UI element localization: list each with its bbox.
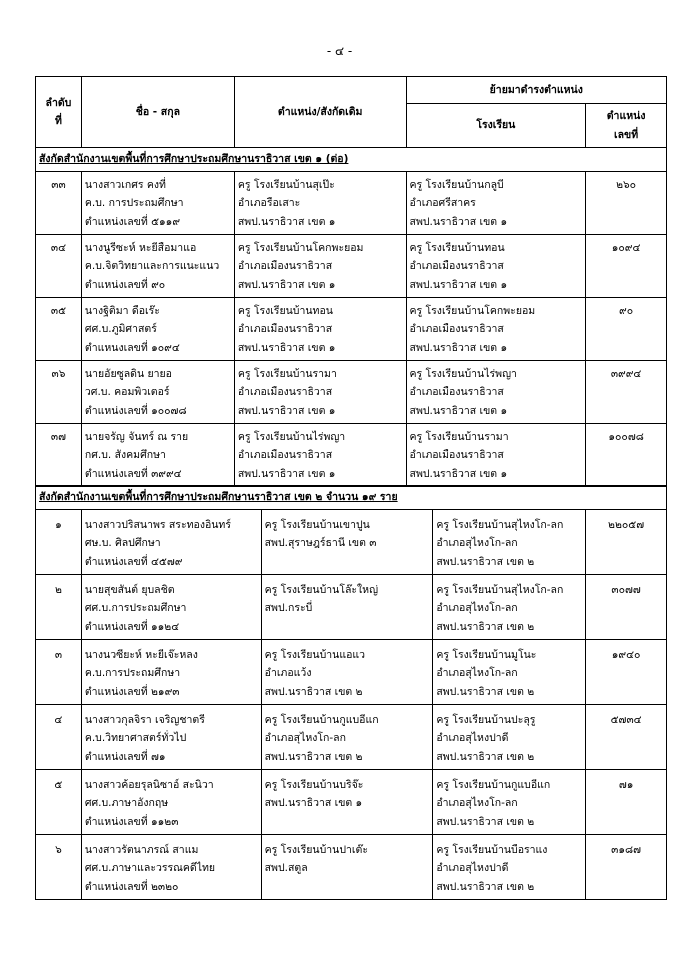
new-school-cell <box>406 171 586 234</box>
cell-line: ครู โรงเรียนบ้านกูแบอีแก <box>264 713 379 726</box>
new-school-cell <box>433 834 586 899</box>
cell-line: ศศ.บ.ภาษาอังกฤษ <box>84 797 169 809</box>
cell-line: ครู โรงเรียนบ้านไร่พญา <box>237 430 346 443</box>
cell-line: นางนูรีซะห์ หะยีสือมาแอ <box>84 241 197 254</box>
cell-line: ครู โรงเรียนบ้านโคกพะยอม <box>237 241 364 254</box>
table-row <box>36 509 667 574</box>
cell-line: สพป.นราธิวาส เขต ๑ <box>409 467 508 480</box>
old-position-cell <box>234 423 406 486</box>
cell-line: ครู โรงเรียนบ้านสุไหงโก-ลก <box>436 583 564 596</box>
position-number-cell: ๑๙๔๐ <box>586 639 667 704</box>
name-cell <box>81 509 261 574</box>
cell-line: สพป.นราธิวาส เขต ๑ <box>409 404 508 417</box>
cell-line: อำเภอสุไหงโก-ลก <box>436 797 518 809</box>
cell-line: สพป.นราธิวาส เขต ๑ <box>237 215 336 228</box>
cell-line: อำเภอแว้ง <box>264 667 312 679</box>
cell-line: อำเภอเมืองนราธิวาส <box>237 386 333 398</box>
table-row <box>36 704 667 769</box>
cell-line: ครู โรงเรียนบ้านมูโนะ <box>436 648 537 661</box>
row-number: ๓๗ <box>36 423 82 486</box>
transfer-table-district-1 <box>35 76 667 487</box>
position-number-cell: ๗๑ <box>586 769 667 834</box>
table-row <box>36 360 667 423</box>
cell-line: อำเภอเมืองนราธิวาส <box>409 323 504 335</box>
position-number-cell: ๒๒๐๕๗ <box>586 509 667 574</box>
cell-line: ครู โรงเรียนบ้านโคกพะยอม <box>409 304 536 317</box>
cell-line: สพป.นราธิวาส เขต ๒ <box>436 620 535 633</box>
old-position-cell <box>261 509 433 574</box>
new-school-cell <box>433 574 586 639</box>
cell-line: ค.บ. การประถมศึกษา <box>84 197 184 209</box>
cell-line: ศศ.บ.ภาษาและวรรณคดีไทย <box>84 862 216 874</box>
name-cell <box>81 704 261 769</box>
table-row <box>36 834 667 899</box>
cell-line: สพป.สุราษฎร์ธานี เขต ๓ <box>264 537 377 549</box>
page-number: - ๔ - <box>326 44 353 58</box>
cell-line: ตำแหน่งเลขที่ ๔๕๗๙ <box>84 555 183 568</box>
cell-line: อำเภอเมืองนราธิวาส <box>237 260 333 272</box>
cell-line: ครู โรงเรียนบ้านทอน <box>237 304 333 317</box>
position-number-cell: ๓๙๙๔ <box>586 360 667 423</box>
row-number: ๖ <box>36 834 82 899</box>
header-position-number: ตำแหน่ง เลขที่ <box>586 104 667 148</box>
cell-line: สพป.นราธิวาส เขต ๒ <box>436 555 535 568</box>
table-row <box>36 423 667 486</box>
cell-line: ครู โรงเรียนบ้านรามา <box>237 367 337 380</box>
header-school: โรงเรียน <box>406 104 586 148</box>
cell-line: อำเภอสุไหงโก-ลก <box>436 537 518 549</box>
cell-line: นางสาวรัตนาภรณ์ สาแม <box>84 843 199 856</box>
cell-line: ครู โรงเรียนบ้านบือราแง <box>436 843 548 856</box>
new-school-cell <box>433 509 586 574</box>
cell-line: นางสาวเกศร คงที่ <box>84 178 166 191</box>
new-school-cell <box>433 704 586 769</box>
cell-line: ครู โรงเรียนบ้านรามา <box>409 430 509 443</box>
row-number: ๒ <box>36 574 82 639</box>
cell-line: ครู โรงเรียนบ้านปาเต๊ะ <box>264 843 368 856</box>
cell-line: สพป.นราธิวาส เขต ๑ <box>237 404 336 417</box>
name-cell <box>81 769 261 834</box>
cell-line: ตำแหน่งเลขที่ ๒๓๒๐ <box>84 880 179 893</box>
cell-line: สพป.นราธิวาส เขต ๒ <box>436 685 535 698</box>
cell-line: ครู โรงเรียนบ้านทอน <box>409 241 505 254</box>
cell-line: สพป.นราธิวาส เขต ๑ <box>409 215 508 228</box>
cell-line: อำเภอสุไหงปาดี <box>436 732 509 744</box>
header-old-position: ตำแหน่ง/สังกัดเดิม <box>234 77 406 148</box>
old-position-cell <box>234 171 406 234</box>
cell-line: ครู โรงเรียนบ้านแอแว <box>264 648 366 661</box>
old-position-cell <box>234 297 406 360</box>
cell-line: สพป.นราธิวาส เขต ๑ <box>409 278 508 291</box>
old-position-cell <box>261 574 433 639</box>
old-position-cell <box>234 360 406 423</box>
position-number-cell: ๒๖๐ <box>586 171 667 234</box>
cell-line: สพป.นราธิวาส เขต ๑ <box>237 278 336 291</box>
header-name: ชื่อ - สกุล <box>81 77 234 148</box>
cell-line: อำเภอเมืองนราธิวาส <box>237 449 333 461</box>
row-number: ๓๖ <box>36 360 82 423</box>
new-school-cell <box>406 423 586 486</box>
new-school-cell <box>406 234 586 297</box>
cell-line: อำเภอเมืองนราธิวาส <box>409 386 504 398</box>
cell-line: ศศ.บ.ภูมิศาสตร์ <box>84 323 157 335</box>
cell-line: ตำแหน่งเลขที่ ๑๑๒๔ <box>84 620 180 633</box>
name-cell <box>81 360 234 423</box>
position-number-cell: ๑๐๙๔ <box>586 234 667 297</box>
cell-line: ครู โรงเรียนบ้านกลูบี <box>409 178 504 191</box>
cell-line: ศศ.บ.การประถมศึกษา <box>84 602 187 614</box>
new-school-cell <box>433 639 586 704</box>
cell-line: ครู โรงเรียนบ้านไร่พญา <box>409 367 517 380</box>
position-number-cell: ๕๗๓๔ <box>586 704 667 769</box>
cell-line: สพป.นราธิวาส เขต ๒ <box>264 750 363 763</box>
row-number: ๔ <box>36 704 82 769</box>
row-number: ๓๔ <box>36 234 82 297</box>
old-position-cell <box>261 769 433 834</box>
cell-line: ตำแหน่งเลขที่ ๕๑๑๙ <box>84 215 181 228</box>
cell-line: อำเภอเมืองนราธิวาส <box>409 260 504 272</box>
row-number: ๓๕ <box>36 297 82 360</box>
table-row <box>36 234 667 297</box>
cell-line: ตำแหนงเลขที่ ๑๐๙๔ <box>84 341 180 354</box>
cell-line: สพป.นราธิวาส เขต ๑ <box>409 341 508 354</box>
cell-line: ครู โรงเรียนบ้านเขาปูน <box>264 518 370 531</box>
name-cell <box>81 834 261 899</box>
row-number: ๓ <box>36 639 82 704</box>
section-title: สังกัดสำนักงานเขตพื้นที่การศึกษาประถมศึกษานราธิวาส เขต ๑ (ต่อ) <box>36 148 667 172</box>
cell-line: สพป.นราธิวาส เขต ๒ <box>436 750 535 763</box>
row-number: ๑ <box>36 509 82 574</box>
name-cell <box>81 234 234 297</box>
table-row <box>36 769 667 834</box>
cell-line: ค.บ.การประถมศึกษา <box>84 667 181 679</box>
position-number-cell: ๙๐ <box>586 297 667 360</box>
old-position-cell <box>261 834 433 899</box>
header-order: ลำดับ ที่ <box>36 77 82 148</box>
cell-line: กศ.บ. สังคมศึกษา <box>84 449 166 461</box>
old-position-cell <box>234 234 406 297</box>
old-position-cell <box>261 639 433 704</box>
cell-line: ครู โรงเรียนบ้านสุเป๊ะ <box>237 178 335 191</box>
cell-line: สพป.นราธิวาส เขต ๒ <box>436 815 535 828</box>
cell-line: สพป.สตูล <box>264 862 308 874</box>
name-cell <box>81 639 261 704</box>
cell-line: ตำแหน่งเลขที่ ๙๐ <box>84 278 166 291</box>
cell-line: อำเภอสุไหงโก-ลก <box>436 602 518 614</box>
cell-line: สพป.นราธิวาส เขต ๒ <box>264 685 363 698</box>
cell-line: นายจรัญ จันทร์ ณ ราย <box>84 430 189 443</box>
position-number-cell: ๓๑๘๗ <box>586 834 667 899</box>
cell-line: อำเภอรือเสาะ <box>237 197 301 209</box>
table-row <box>36 574 667 639</box>
cell-line: นายอัยซูลดิน ยายอ <box>84 367 172 380</box>
cell-line: นางสาวค้อยรุลนิซาอ์ สะนิวา <box>84 778 214 791</box>
cell-line: ตำแหน่งเลขที่ ๒๑๙๓ <box>84 685 180 698</box>
cell-line: สพป.นราธิวาส เขต ๒ <box>436 880 535 893</box>
cell-line: ศษ.บ. ศิลปศึกษา <box>84 537 161 549</box>
cell-line: ตำแหน่งเลขที่ ๓๙๙๔ <box>84 467 182 480</box>
transfer-table-district-2 <box>35 485 667 900</box>
name-cell <box>81 574 261 639</box>
cell-line: นางสาวปริสนาพร สระทองอินทร์ <box>84 518 231 531</box>
cell-line: ค.บ.วิทยาศาสตร์ทั่วไป <box>84 732 187 744</box>
cell-line: อำเภอเมืองนราธิวาส <box>409 449 504 461</box>
cell-line: ครู โรงเรียนบ้านปะลุรู <box>436 713 536 726</box>
cell-line: อำเภอศรีสาคร <box>409 197 476 209</box>
name-cell <box>81 171 234 234</box>
position-number-cell: ๑๐๐๗๘ <box>586 423 667 486</box>
row-number: ๕ <box>36 769 82 834</box>
table-row <box>36 171 667 234</box>
table-row <box>36 639 667 704</box>
row-number: ๓๓ <box>36 171 82 234</box>
cell-line: ครู โรงเรียนบ้านกูแบอีแก <box>436 778 551 791</box>
cell-line: ตำแหน่งเลขที่ ๑๐๐๗๘ <box>84 404 187 417</box>
section-title: สังกัดสำนักงานเขตพื้นที่การศึกษาประถมศึกษานราธิวาส เขต ๒ จำนวน ๑๙ ราย <box>36 486 667 510</box>
cell-line: ครู โรงเรียนบ้านโล๊ะใหญ่ <box>264 583 379 596</box>
cell-line: อำเภอสุไหงโก-ลก <box>264 732 346 744</box>
cell-line: อำเภอเมืองนราธิวาส <box>237 323 333 335</box>
cell-line: สพป.นราธิวาส เขต ๑ <box>237 341 336 354</box>
new-school-cell <box>406 297 586 360</box>
new-school-cell <box>433 769 586 834</box>
cell-line: วศ.บ. คอมพิวเตอร์ <box>84 386 170 398</box>
new-school-cell <box>406 360 586 423</box>
cell-line: สพป.นราธิวาส เขต ๑ <box>264 797 363 809</box>
cell-line: นางฐิติมา ดือเร๊ะ <box>84 304 160 317</box>
name-cell <box>81 297 234 360</box>
position-number-cell: ๓๐๗๗ <box>586 574 667 639</box>
cell-line: นายสุขสันต์ ยุบลชิต <box>84 583 175 596</box>
cell-line: ครู โรงเรียนบ้านสุไหงโก-ลก <box>436 518 564 531</box>
cell-line: ตำแหน่งเลขที่ ๗๑ <box>84 750 166 763</box>
old-position-cell <box>261 704 433 769</box>
cell-line: สพป.นราธิวาส เขต ๑ <box>237 467 336 480</box>
cell-line: อำเภอสุไหงปาดี <box>436 862 509 874</box>
cell-line: ครู โรงเรียนบ้านบริจ๊ะ <box>264 778 364 791</box>
cell-line: สพป.กระบี่ <box>264 602 313 614</box>
table-row <box>36 297 667 360</box>
header-move-group: ย้ายมาดำรงตำแหน่ง <box>406 77 666 104</box>
cell-line: นางนวซียะห์ หะยีเจ๊ะหลง <box>84 648 198 661</box>
cell-line: ค.บ.จิตวิทยาและการแนะแนว <box>84 260 220 272</box>
name-cell <box>81 423 234 486</box>
cell-line: นางสาวกุลจิรา เจริญชาตรี <box>84 713 205 726</box>
cell-line: ตำแหน่งเลขที่ ๑๑๒๓ <box>84 815 179 828</box>
cell-line: อำเภอสุไหงโก-ลก <box>436 667 518 679</box>
